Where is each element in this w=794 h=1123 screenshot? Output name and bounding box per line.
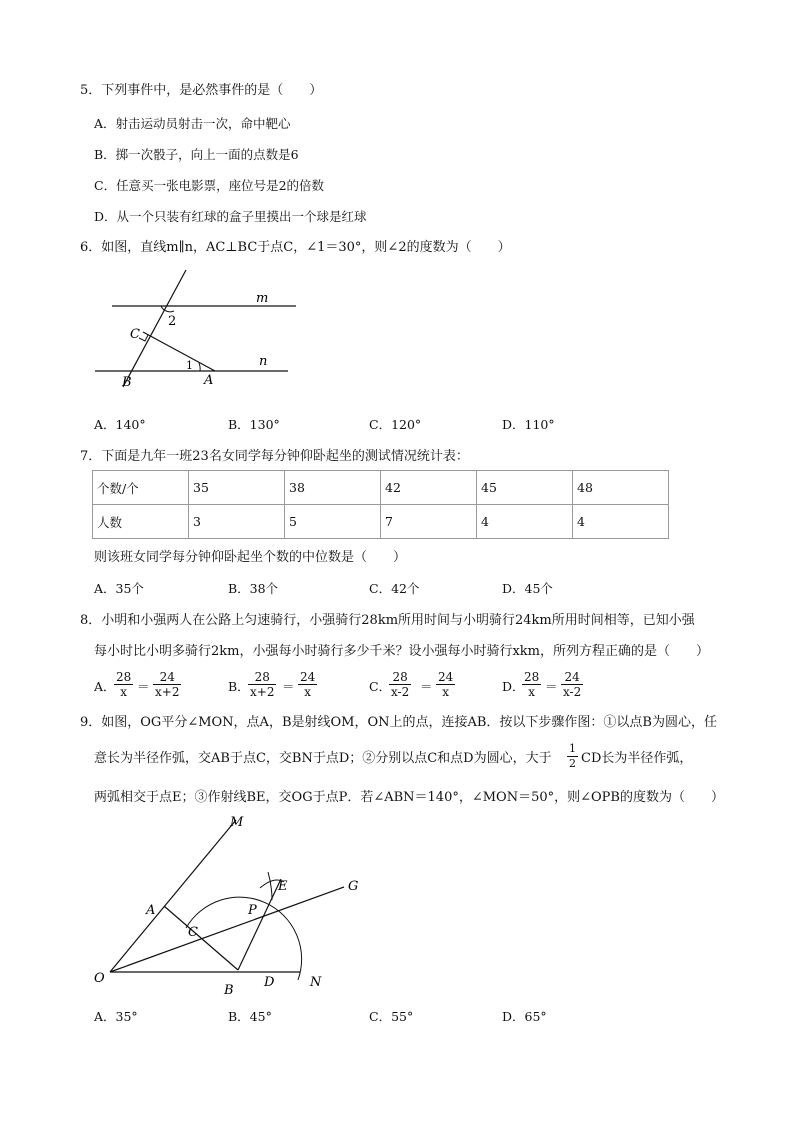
fraction-denominator: x [120, 685, 128, 699]
table-cell: 3 [189, 505, 285, 539]
table-cell: 4 [573, 505, 669, 539]
q9-stem-line2-b: CD长为半径作弧， [581, 751, 693, 766]
table-cell: 45 [477, 471, 573, 505]
q9-option-d: D．65° [502, 1009, 547, 1024]
fraction-numerator: 28 [248, 670, 276, 685]
q9-option-a: A．35° [94, 1009, 138, 1024]
fraction-denominator: x-2 [391, 685, 410, 699]
fraction-denominator: x [304, 685, 312, 699]
q8-option-d-left-fraction [522, 670, 541, 699]
q5-option-b: B．掷一次骰子，向上一面的点数是6 [94, 147, 299, 162]
q8-option-c-left-fraction [389, 670, 411, 699]
q6-stem: 6．如图，直线m∥n，AC⊥BC于点C，∠1＝30°，则∠2的度数为（ ） [80, 240, 511, 255]
table-cell: 5 [285, 505, 381, 539]
q7-option-d: D．45个 [502, 581, 553, 596]
q8-option-d-equals: ＝ [545, 679, 558, 694]
fraction-denominator: x+2 [155, 685, 180, 699]
table-header-cell: 人数 [93, 505, 189, 539]
q6-figure [90, 262, 310, 392]
q7-question: 则该班女同学每分钟仰卧起坐个数的中位数是（ ） [94, 550, 407, 565]
q9-half-fraction [567, 742, 578, 771]
q8-option-c-right-fraction [436, 670, 455, 699]
label-g: G [348, 879, 359, 894]
fraction-numerator: 24 [153, 670, 181, 685]
q8-option-b-right-fraction [298, 670, 317, 699]
label-a: A [204, 373, 214, 388]
table-cell: 42 [381, 471, 477, 505]
q8-option-d-right-fraction [561, 670, 583, 699]
label-b: B [224, 983, 234, 998]
q7-stem: 7．下面是九年一班23名女同学每分钟仰卧起坐的测试情况统计表： [80, 449, 469, 464]
q8-option-c-letter: C． [369, 679, 392, 694]
table-header-cell: 个数/个 [93, 471, 189, 505]
fraction-numerator: 24 [438, 670, 454, 684]
q8-stem-line1: 8．小明和小强两人在公路上匀速骑行，小强骑行28km所用时间与小明骑行24km所用时间相等，已知小强 [80, 613, 695, 628]
q8-stem-line2: 每小时比小明多骑行2km，小强每小时骑行多少千米？设小强每小时骑行xkm，所列方程正确的是（ ） [94, 644, 710, 659]
q8-option-b-left-fraction [248, 670, 276, 699]
q7-option-a: A．35个 [94, 581, 144, 596]
q6-option-b: B．130° [228, 417, 280, 432]
fraction-denominator: 2 [569, 757, 576, 770]
label-angle-1: 1 [186, 359, 193, 372]
q8-option-a-right-fraction [153, 670, 181, 699]
fraction-numerator: 24 [561, 670, 583, 685]
table-cell: 35 [189, 471, 285, 505]
label-c: C [130, 327, 140, 342]
fraction-numerator: 1 [569, 742, 576, 755]
q9-option-c: C．55° [369, 1009, 414, 1024]
q9-stem-line3: 两弧相交于点E；③作射线BE，交OG于点P．若∠ABN＝140°，∠MON＝50°，则∠OPB的度数为（ ） [94, 790, 724, 805]
label-b: B [122, 375, 132, 390]
label-d: D [264, 975, 275, 990]
label-angle-2: 2 [168, 314, 177, 329]
q7-option-b: B．38个 [228, 581, 279, 596]
fraction-denominator: x [442, 685, 450, 699]
table-row [93, 471, 669, 505]
q9-figure [88, 810, 368, 1000]
q6-option-d: D．110° [502, 417, 555, 432]
table-cell: 4 [477, 505, 573, 539]
q6-option-c: C．120° [369, 417, 422, 432]
q5-stem: 5．下列事件中，是必然事件的是（ ） [80, 83, 323, 98]
q7-stats-table [92, 470, 669, 539]
q8-option-b-letter: B． [228, 679, 250, 694]
table-cell: 48 [573, 471, 669, 505]
label-n: n [259, 354, 268, 369]
fraction-denominator: x+2 [250, 685, 275, 699]
q5-option-d: D．从一个只装有红球的盒子里摸出一个球是红球 [94, 209, 367, 224]
q8-option-d-letter: D． [502, 679, 525, 694]
q6-option-a: A．140° [94, 417, 146, 432]
label-m: m [256, 291, 269, 306]
label-c: C [188, 925, 198, 940]
fraction-numerator: 28 [116, 670, 132, 684]
q5-option-a: A．射击运动员射击一次，命中靶心 [94, 116, 291, 131]
label-o: O [94, 971, 105, 986]
fraction-numerator: 24 [300, 670, 316, 684]
q8-option-a-left-fraction [114, 670, 133, 699]
q9-option-b: B．45° [228, 1009, 272, 1024]
table-row [93, 505, 669, 539]
label-e: E [278, 879, 288, 894]
label-n: N [310, 975, 322, 990]
table-cell: 38 [285, 471, 381, 505]
label-p: P [248, 903, 257, 918]
q8-option-a-equals: ＝ [137, 679, 150, 694]
label-a: A [146, 903, 156, 918]
fraction-denominator: x [528, 685, 536, 699]
q7-option-c: C．42个 [369, 581, 420, 596]
q5-option-c: C．任意买一张电影票，座位号是2的倍数 [94, 178, 325, 193]
fraction-numerator: 28 [524, 670, 540, 684]
fraction-numerator: 28 [389, 670, 411, 685]
table-cell: 7 [381, 505, 477, 539]
q9-stem-line2-a: 意长为半径作弧，交AB于点C，交BN于点D；②分别以点C和点D为圆心，大于 [94, 751, 552, 766]
label-m: M [230, 815, 244, 830]
q8-option-b-equals: ＝ [282, 679, 295, 694]
q9-stem-line1: 9．如图，OG平分∠MON，点A，B是射线OM，ON上的点，连接AB．按以下步骤作图：①以点B为圆心，任 [80, 715, 717, 730]
fraction-denominator: x-2 [563, 685, 582, 699]
q8-option-a-letter: A． [94, 679, 116, 694]
q8-option-c-equals: ＝ [420, 679, 433, 694]
